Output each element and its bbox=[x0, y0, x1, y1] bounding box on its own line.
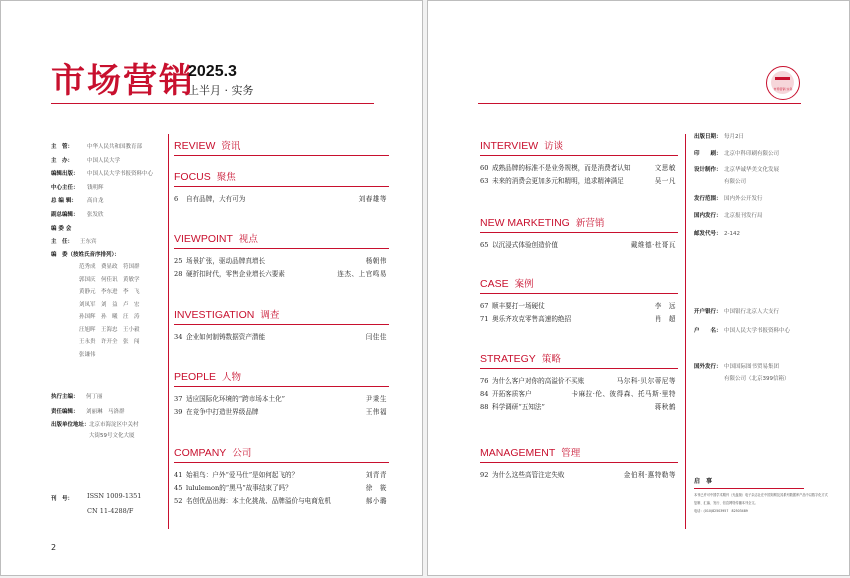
toc-entry bbox=[480, 175, 678, 185]
toc-entry bbox=[174, 406, 389, 416]
committee-heading: 编 委 会 bbox=[51, 226, 72, 232]
toc-entry-author: 杨朝伟 bbox=[365, 257, 387, 265]
toc-section-rule bbox=[174, 248, 389, 249]
toc-entry-page: 6 bbox=[174, 195, 179, 203]
editor-row-value: 北京市海淀区中关村 bbox=[89, 422, 139, 428]
toc-entry-author: 李 远 bbox=[654, 302, 676, 310]
toc-entry-page: 88 bbox=[480, 403, 489, 411]
publisher-row-value: 张发欣 bbox=[87, 211, 104, 218]
printing-row bbox=[694, 167, 780, 174]
magazine-logo-icon bbox=[766, 66, 800, 100]
toc-entry-title: 科学调研“五知法” bbox=[492, 403, 545, 411]
logo-text: 市场营销 实务 bbox=[773, 87, 793, 91]
toc-entry-author: 徐 筱 bbox=[365, 484, 387, 492]
editor-row-label: 执行主编： bbox=[51, 394, 79, 400]
toc-entry-page: 37 bbox=[174, 395, 183, 403]
toc-entry-author: 尹秉生 bbox=[365, 395, 387, 403]
toc-entry-page: 76 bbox=[480, 377, 489, 385]
printing-row bbox=[694, 134, 744, 141]
left-page bbox=[0, 0, 423, 576]
masthead-rule bbox=[51, 103, 374, 104]
notice-line: 复制、汇编、发行、信息网络传播本刊全文。 bbox=[694, 501, 758, 505]
toc-section-rule bbox=[480, 232, 678, 233]
toc-entry-page: 71 bbox=[480, 315, 489, 323]
toc-section-en: COMPANY bbox=[174, 447, 227, 459]
toc-entry-page: 65 bbox=[480, 241, 489, 249]
toc-entry-title: 场景扩张，驱动品牌真增长 bbox=[186, 257, 266, 265]
publisher-row bbox=[51, 211, 104, 219]
toc-entry bbox=[480, 162, 678, 172]
toc-section-en: REVIEW bbox=[174, 140, 216, 152]
printing-row-value: 2-142 bbox=[724, 231, 740, 237]
printing-row bbox=[694, 231, 740, 238]
toc-entry bbox=[174, 495, 389, 505]
toc-section-heading bbox=[480, 351, 561, 365]
magazine-title: 市场营销 bbox=[51, 61, 195, 101]
toc-section-rule bbox=[174, 324, 389, 325]
toc-section-en: MANAGEMENT bbox=[480, 447, 556, 459]
toc-section-zh: 资讯 bbox=[221, 141, 241, 152]
toc-entry-page: 92 bbox=[480, 471, 489, 479]
column-divider bbox=[168, 134, 169, 529]
toc-section-zh: 视点 bbox=[238, 234, 258, 245]
bank-row-label: 开户银行： bbox=[694, 309, 722, 315]
publisher-row bbox=[51, 171, 154, 178]
toc-section-rule bbox=[480, 293, 678, 294]
bank-row bbox=[694, 309, 780, 316]
committee-chair-value: 王东宾 bbox=[80, 239, 97, 245]
toc-entry bbox=[174, 268, 389, 278]
toc-entry-title: 以沉浸式体验创造价值 bbox=[492, 241, 558, 249]
toc-section-en: FOCUS bbox=[174, 171, 211, 183]
toc-entry-author: 马尔科·贝尔蒂尼等 bbox=[616, 377, 676, 385]
toc-entry-page: 28 bbox=[174, 270, 183, 278]
toc-entry-page: 45 bbox=[174, 484, 183, 492]
notice-line: 本刊已许可中国学术期刊（光盘版）电子杂志社在中国知网及其系列数据库产品中以数字化方式 bbox=[694, 493, 828, 497]
publisher-row-value: 高自龙 bbox=[87, 198, 104, 204]
toc-section-zh: 管理 bbox=[561, 448, 581, 459]
printing-row-value: 北京华诚华美文化发展 bbox=[724, 167, 780, 173]
publisher-row-label: 中心主任： bbox=[51, 184, 79, 191]
publisher-row-label: 编辑出版： bbox=[51, 171, 79, 177]
toc-section-zh: 聚焦 bbox=[216, 172, 236, 183]
bank-row-label: 户 名： bbox=[694, 328, 722, 334]
toc-section-heading bbox=[480, 445, 580, 459]
toc-entry-author: 文思敏 bbox=[654, 164, 676, 172]
toc-entry bbox=[480, 388, 678, 398]
publisher-row bbox=[51, 198, 104, 205]
toc-entry bbox=[480, 239, 678, 249]
toc-entry bbox=[480, 375, 678, 385]
publisher-row bbox=[51, 144, 143, 151]
toc-section-en: CASE bbox=[480, 278, 509, 290]
toc-section-rule bbox=[480, 155, 678, 156]
bank-row bbox=[694, 328, 791, 335]
toc-entry bbox=[174, 393, 389, 403]
toc-entry bbox=[174, 331, 389, 341]
publisher-row-label: 副总编辑： bbox=[51, 211, 79, 218]
toc-entry-title: 奥乐齐攻克零售高速的绝招 bbox=[492, 315, 572, 323]
toc-section-rule bbox=[174, 386, 389, 387]
toc-entry bbox=[174, 255, 389, 265]
bank-row-value: 中国银行北京人大支行 bbox=[724, 309, 780, 315]
toc-entry-page: 34 bbox=[174, 333, 183, 341]
toc-entry-title: 为什么这些高管注定失败 bbox=[492, 471, 565, 479]
toc-section-heading bbox=[174, 138, 240, 152]
toc-entry-author: 王伟福 bbox=[365, 408, 387, 416]
printing-row-value: 国内外公开发行 bbox=[724, 196, 763, 202]
toc-entry bbox=[174, 469, 389, 479]
editor-row-label: 责任编辑： bbox=[51, 409, 79, 415]
committee-member-row: 刘凤军 刘 益 卢 宏 bbox=[79, 301, 140, 308]
toc-section-zh: 新营销 bbox=[575, 218, 605, 229]
publisher-row bbox=[51, 157, 121, 165]
toc-entry-title: 企业如何制铸数据资产潜能 bbox=[186, 333, 266, 341]
publisher-row-label: 主 管： bbox=[51, 144, 74, 150]
toc-section-zh: 案例 bbox=[514, 279, 534, 290]
printing-row-label: 印 刷： bbox=[694, 151, 722, 157]
toc-section-rule bbox=[174, 186, 389, 187]
toc-entry-page: 25 bbox=[174, 257, 183, 265]
toc-section-en: NEW MARKETING bbox=[480, 217, 570, 229]
toc-entry-title: 自有品牌，大有可为 bbox=[186, 195, 246, 203]
committee-chair-label: 主 任： bbox=[51, 239, 74, 245]
publisher-row-value: 钱明辉 bbox=[87, 184, 104, 191]
page-number-left: 2 bbox=[51, 543, 57, 552]
masthead-rule-right bbox=[478, 103, 801, 104]
toc-entry bbox=[174, 193, 389, 203]
printing-row-label: 国内发行： bbox=[694, 213, 722, 219]
bank-row-value: 中国国际图书贸易集团 bbox=[724, 364, 780, 370]
cn-number: CN 11-4288/F bbox=[87, 507, 134, 515]
toc-entry-author: 吴一凡 bbox=[654, 177, 676, 185]
right-page bbox=[427, 0, 850, 576]
toc-entry-title: 成熟品牌的标准不是业务规模，而是消费者认知 bbox=[492, 164, 631, 172]
toc-entry-page: 41 bbox=[174, 471, 183, 479]
editor-row-value: 刘丽琳 马洛群 bbox=[86, 409, 125, 415]
toc-section-heading bbox=[174, 169, 236, 183]
publisher-row-value: 中国人民大学书报资料中心 bbox=[87, 171, 154, 177]
publisher-row-label: 主 办： bbox=[51, 157, 74, 164]
publisher-row bbox=[51, 184, 104, 192]
toc-entry-page: 52 bbox=[174, 497, 183, 505]
column-divider-right bbox=[685, 134, 686, 529]
toc-entry-title: 在竞争中打造世界级品牌 bbox=[186, 408, 259, 416]
notice-rule bbox=[694, 488, 804, 489]
toc-entry-title: 为什么客户对你的高溢价不买账 bbox=[492, 377, 585, 385]
printing-row-label: 出版日期： bbox=[694, 134, 722, 140]
toc-section-heading bbox=[480, 215, 604, 229]
toc-section-zh: 调查 bbox=[260, 310, 280, 321]
toc-entry-author: 连杰、上官鸣易 bbox=[337, 270, 387, 278]
committee-member-row: 郭国庆 何佳讯 黄敏学 bbox=[79, 276, 140, 283]
toc-section-en: INTERVIEW bbox=[480, 140, 539, 152]
toc-section-rule bbox=[480, 368, 678, 369]
publisher-row-value: 中国人民大学 bbox=[87, 157, 121, 164]
toc-section-rule bbox=[480, 462, 678, 463]
printing-row bbox=[694, 151, 780, 158]
toc-entry-author: 肖 超 bbox=[654, 315, 676, 323]
issn-number: ISSN 1009-1351 bbox=[87, 492, 142, 500]
printing-row-label: 邮发代号： bbox=[694, 231, 722, 237]
toc-section-en: PEOPLE bbox=[174, 371, 217, 383]
toc-section-en: STRATEGY bbox=[480, 353, 536, 365]
printing-row bbox=[694, 196, 763, 203]
editor-row-value: 大街59号文化大厦 bbox=[89, 433, 135, 439]
bank-row-label: 国外发行： bbox=[694, 364, 722, 370]
toc-entry-page: 63 bbox=[480, 177, 489, 185]
toc-entry bbox=[480, 313, 678, 323]
toc-section-zh: 公司 bbox=[232, 448, 252, 459]
toc-entry-title: 顺丰要打一场硬仗 bbox=[492, 302, 545, 310]
toc-section-heading bbox=[480, 138, 563, 152]
toc-section-heading bbox=[174, 231, 258, 245]
printing-row-value: 北京中科印刷有限公司 bbox=[724, 151, 780, 157]
committee-member-row: 张谦伟 bbox=[79, 351, 96, 358]
committee-member-row: 王永贵 许开全 张 闯 bbox=[79, 339, 140, 345]
printing-row-value: 北京报刊发行局 bbox=[724, 213, 763, 219]
publisher-row-label: 总 编 辑： bbox=[51, 198, 77, 204]
toc-entry-title: 名创优品出海：本土化挑战、品牌溢价与电商危机 bbox=[186, 497, 332, 505]
toc-entry bbox=[174, 482, 389, 492]
toc-section-rule bbox=[174, 155, 389, 156]
toc-section-heading bbox=[174, 369, 241, 383]
toc-section-heading bbox=[174, 445, 251, 459]
toc-entry-author: 金伯利·惠特勒等 bbox=[623, 471, 676, 479]
issue-number: 2025.3 bbox=[188, 63, 237, 80]
toc-section-zh: 策略 bbox=[541, 354, 561, 365]
toc-section-en: VIEWPOINT bbox=[174, 233, 233, 245]
toc-entry bbox=[480, 469, 678, 479]
editor-row bbox=[51, 409, 125, 416]
printing-row-value: 有限公司 bbox=[724, 179, 747, 185]
toc-section-en: INVESTIGATION bbox=[174, 309, 255, 321]
printing-row bbox=[694, 213, 763, 220]
toc-entry-title: 适应国际化环境的“跨市场本土化” bbox=[186, 395, 286, 403]
printing-row-label: 设计制作： bbox=[694, 167, 722, 173]
publisher-row-value: 中华人民共和国教育部 bbox=[87, 144, 143, 150]
issue-subtitle: 上半月 · 实务 bbox=[188, 84, 254, 97]
printing-row-value: 每月2日 bbox=[724, 134, 744, 140]
toc-section-heading bbox=[480, 276, 534, 290]
toc-entry-author: 戴维德·杜哥瓦 bbox=[630, 241, 676, 249]
notice-line: 电话：(010)82503957 82503489 bbox=[694, 509, 748, 513]
toc-entry-author: 蒋秋鹤 bbox=[654, 403, 676, 411]
bank-row-value: 中国人民大学书报资料中心 bbox=[724, 328, 791, 334]
toc-entry-author: 刘青青 bbox=[365, 471, 387, 479]
toc-entry-title: 开拓客质客户 bbox=[492, 390, 532, 398]
editor-row bbox=[51, 394, 103, 401]
bank-row bbox=[694, 364, 780, 371]
toc-entry bbox=[480, 401, 678, 411]
committee-member-row: 黄静元 李东进 李 飞 bbox=[79, 289, 140, 295]
bank-row-value: 有限公司（北京399信箱） bbox=[724, 376, 790, 382]
toc-section-rule bbox=[174, 462, 389, 463]
committee-members-label: 编 委（按姓氏音序排列）： bbox=[51, 252, 120, 258]
toc-entry-title: 硬折扣时代，零售企业增长六要素 bbox=[186, 270, 285, 278]
editor-row-label: 出版单位地址： bbox=[51, 422, 90, 428]
toc-entry-page: 39 bbox=[174, 408, 183, 416]
toc-entry-page: 84 bbox=[480, 390, 489, 398]
toc-entry-page: 67 bbox=[480, 302, 489, 310]
committee-chair bbox=[51, 239, 97, 246]
issn-label: 刊 号： bbox=[51, 496, 74, 502]
toc-entry-author: 卡麻拉·伦、彼得森、托马斯·里特 bbox=[571, 390, 676, 398]
committee-member-row: 范秀成 费显政 符国群 bbox=[79, 264, 140, 270]
toc-entry-author: 郝小璐 bbox=[365, 497, 387, 505]
notice-heading: 启 事 bbox=[694, 478, 713, 485]
toc-entry-title: 始祖鸟：户外“爱马仕”是如何起飞的？ bbox=[186, 471, 299, 479]
toc-section-zh: 访谈 bbox=[544, 141, 564, 152]
toc-entry-title: lululemon的“黑马”故事结束了吗？ bbox=[186, 484, 292, 492]
toc-entry bbox=[480, 300, 678, 310]
committee-member-row: 孙国辉 孙 曦 汪 涛 bbox=[79, 314, 140, 320]
editor-row bbox=[51, 422, 139, 429]
toc-entry-author: 闫佳佳 bbox=[365, 333, 387, 341]
toc-entry-author: 刘春雄等 bbox=[358, 195, 387, 203]
toc-entry-title: 未来的消费会更加多元和精明，追求精神满足 bbox=[492, 177, 624, 185]
printing-row-label: 发行范围： bbox=[694, 196, 722, 202]
editor-row-value: 何丁丽 bbox=[86, 394, 103, 400]
toc-section-heading bbox=[174, 307, 279, 321]
toc-section-zh: 人物 bbox=[222, 372, 242, 383]
toc-entry-page: 60 bbox=[480, 164, 489, 172]
committee-member-row: 汪旭晖 王海忠 王小毅 bbox=[79, 326, 140, 333]
